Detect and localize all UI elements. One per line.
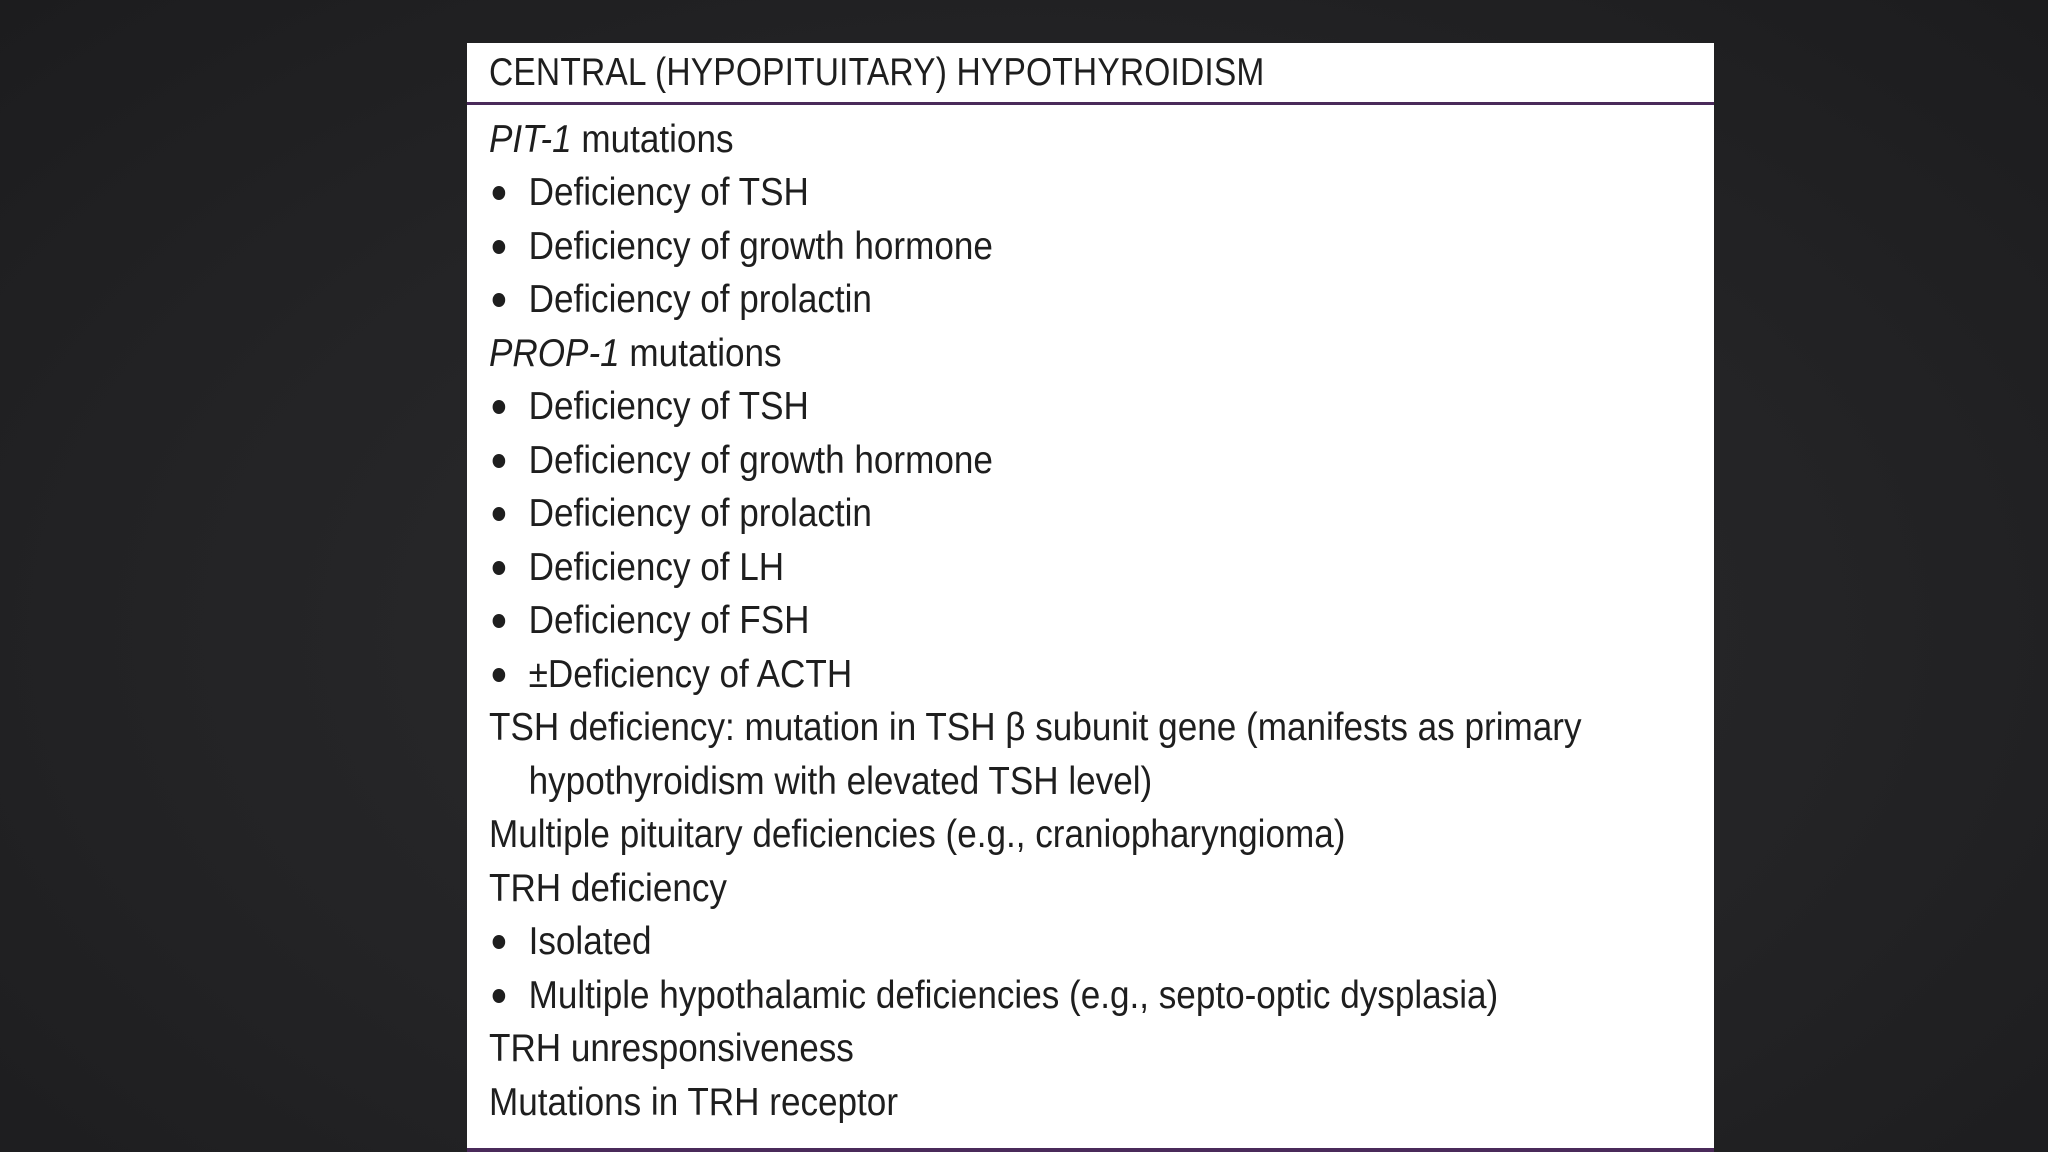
bullet-item <box>489 274 1713 328</box>
bullet-item <box>489 434 1713 488</box>
table-title: CENTRAL (HYPOPITUITARY) HYPOTHYROIDISM <box>489 50 1265 94</box>
bullet-item <box>489 648 1713 702</box>
bullet-icon <box>493 668 506 682</box>
row-text: hypothyroidism with elevated TSH level) <box>528 759 1153 803</box>
bullet-icon <box>493 293 506 307</box>
bullet-icon <box>493 186 506 200</box>
bullet-item <box>489 488 1713 542</box>
bullet-icon <box>493 561 506 575</box>
bullet-text: Deficiency of LH <box>528 545 785 589</box>
bullet-icon <box>493 989 506 1003</box>
bullet-item <box>489 969 1713 1023</box>
section-heading <box>489 327 1713 381</box>
bullet-text: Isolated <box>528 920 652 964</box>
bullet-text: Deficiency of growth hormone <box>528 224 993 268</box>
table-row <box>489 862 1713 916</box>
bullet-item <box>489 381 1713 435</box>
bullet-item <box>489 595 1713 649</box>
row-text: Mutations in TRH receptor <box>489 1080 899 1124</box>
row-text: Multiple pituitary deficiencies (e.g., craniopharyngioma) <box>489 813 1346 857</box>
table-row <box>489 809 1713 863</box>
hypothyroidism-table <box>467 43 1714 1152</box>
bottom-rule <box>467 1148 1714 1152</box>
bullet-text: Deficiency of prolactin <box>528 492 872 536</box>
bullet-text: Deficiency of growth hormone <box>528 438 993 482</box>
bullet-icon <box>493 507 506 521</box>
bullet-text: Multiple hypothalamic deficiencies (e.g., septo-optic dysplasia) <box>528 973 1499 1017</box>
table-row <box>489 1023 1713 1077</box>
bullet-item <box>489 220 1713 274</box>
section-heading <box>489 113 1713 167</box>
gene-name: PROP-1 <box>489 331 620 375</box>
bullet-icon <box>493 400 506 414</box>
bullet-icon <box>493 454 506 468</box>
bullet-text: Deficiency of TSH <box>528 171 809 215</box>
bullet-text: Deficiency of prolactin <box>528 278 872 322</box>
gene-name: PIT-1 <box>489 117 572 161</box>
bullet-icon <box>493 935 506 949</box>
bullet-icon <box>493 240 506 254</box>
bullet-text: Deficiency of TSH <box>528 385 809 429</box>
bullet-item <box>489 167 1713 221</box>
row-text: TRH deficiency <box>489 866 727 910</box>
bullet-text: Deficiency of FSH <box>528 599 810 643</box>
heading-text: mutations <box>619 331 782 375</box>
table-row <box>489 1076 1713 1130</box>
table-body <box>467 105 1714 1130</box>
bullet-item <box>489 916 1713 970</box>
row-text: TRH unresponsiveness <box>489 1027 854 1071</box>
bullet-text: ±Deficiency of ACTH <box>528 652 853 696</box>
heading-text: mutations <box>571 117 734 161</box>
continuation-line <box>489 755 1752 809</box>
table-row <box>489 702 1713 756</box>
bullet-icon <box>493 614 506 628</box>
table-header <box>467 43 1714 105</box>
bullet-item <box>489 541 1713 595</box>
row-text: TSH deficiency: mutation in TSH β subunit gene (manifests as primary <box>489 706 1582 750</box>
